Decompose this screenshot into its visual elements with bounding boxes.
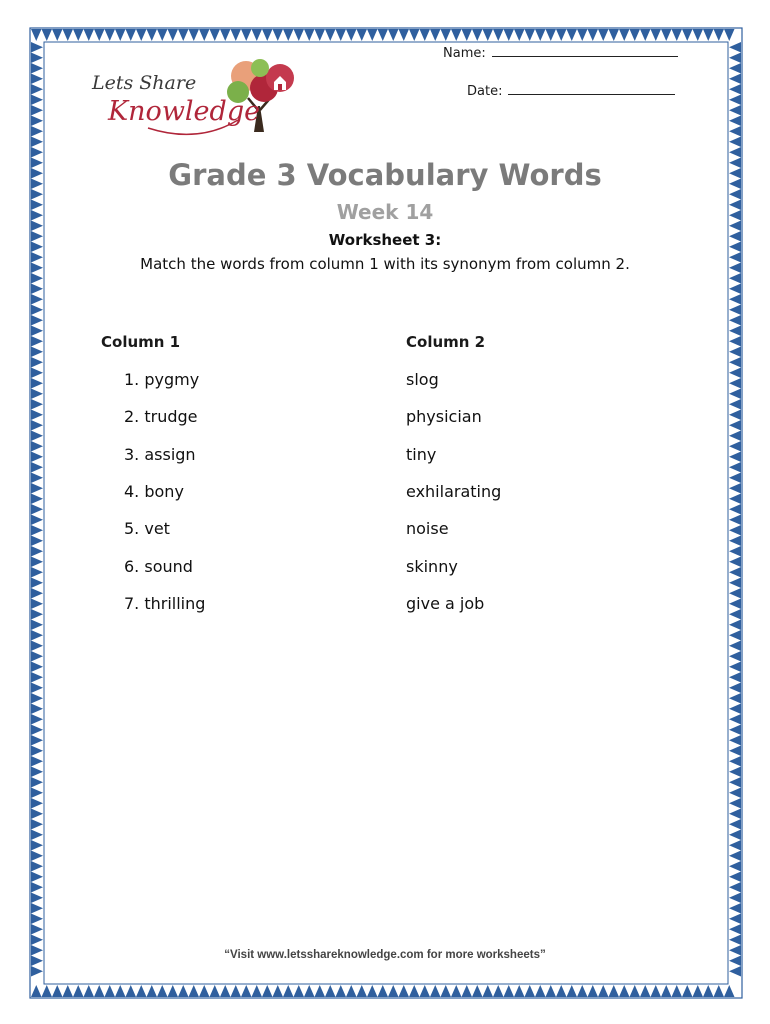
list-item: 3. assign: [124, 445, 196, 464]
column-1-header: Column 1: [101, 333, 181, 351]
list-item: noise: [406, 519, 449, 538]
column-2-header: Column 2: [406, 333, 486, 351]
page-title: Grade 3 Vocabulary Words: [168, 158, 602, 192]
footer-note: “Visit www.letsshareknowledge.com for more worksheets”: [224, 949, 546, 961]
instructions: Match the words from column 1 with its synonym from column 2.: [140, 255, 630, 273]
list-item: 6. sound: [124, 557, 193, 576]
name-field: [443, 45, 678, 61]
date-label: Date:: [467, 84, 503, 99]
list-item: 2. trudge: [124, 407, 198, 426]
list-item: tiny: [406, 445, 437, 464]
worksheet-label: Worksheet 3:: [328, 231, 442, 249]
week-label: Week 14: [336, 200, 434, 224]
logo-text-top: Lets Share: [92, 72, 197, 94]
logo-text-bottom: Knowledge: [108, 96, 261, 127]
list-item: slog: [406, 370, 439, 389]
logo: [88, 58, 308, 148]
date-blank-line[interactable]: [508, 83, 675, 95]
list-item: physician: [406, 407, 482, 426]
name-blank-line[interactable]: [492, 45, 678, 57]
name-label: Name:: [443, 46, 486, 61]
date-field: [467, 83, 675, 99]
list-item: 7. thrilling: [124, 594, 206, 613]
list-item: skinny: [406, 557, 458, 576]
list-item: 4. bony: [124, 482, 184, 501]
list-item: give a job: [406, 594, 485, 613]
list-item: 5. vet: [124, 519, 170, 538]
list-item: 1. pygmy: [124, 370, 200, 389]
list-item: exhilarating: [406, 482, 502, 501]
